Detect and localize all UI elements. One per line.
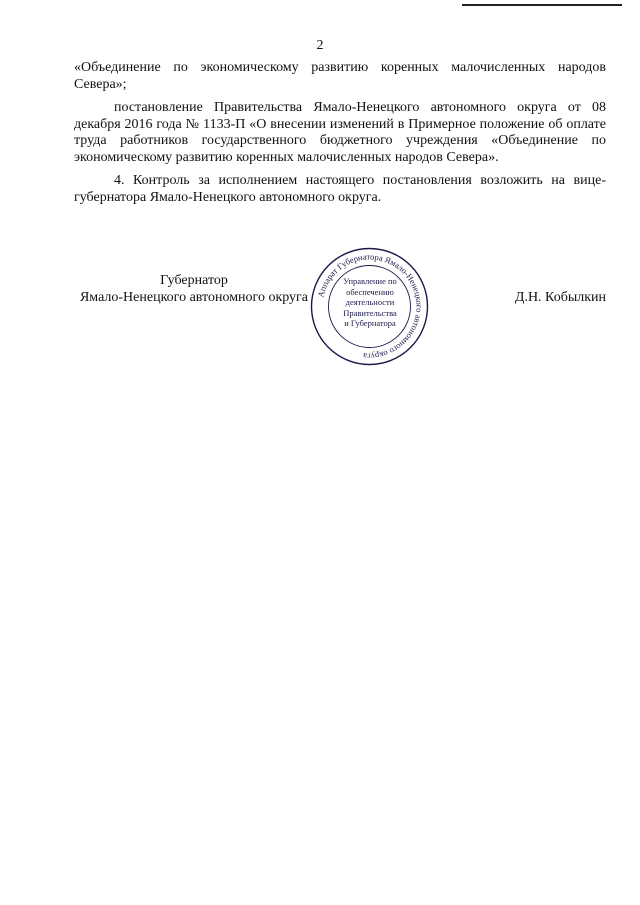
position-title: Губернатор bbox=[160, 273, 228, 288]
paragraph-3: 4. Контроль за исполнением настоящего постановления возложить на вице-губернатора Ямало-Ненецкого автономного округа. bbox=[74, 173, 606, 205]
seal-line: обеспечению bbox=[346, 286, 394, 297]
seal-line: и Губернатора bbox=[344, 318, 396, 328]
signatory-position bbox=[74, 272, 314, 306]
official-seal bbox=[307, 244, 432, 369]
signature-block bbox=[74, 251, 606, 362]
seal-ring-text: Аппарат Губернатора Ямало-Ненецкого автономного округа bbox=[315, 251, 425, 362]
document-body bbox=[74, 60, 606, 213]
paragraph-1: «Объединение по экономическому развитию коренных малочисленных народов Севера»; bbox=[74, 60, 606, 92]
seal-center-text bbox=[329, 276, 411, 329]
seal-line: Управление по bbox=[343, 276, 397, 286]
paragraph-2: постановление Правительства Ямало-Ненецкого автономного округа от 08 декабря 2016 года № 1133-П «О внесении изменений в Примерное положение об оплате труда работников государственного бюджетного учреждения «Объединение по экономическому развитию коренных малочисленных народов Севера». bbox=[74, 100, 606, 165]
seal-line: деятельности bbox=[345, 297, 395, 307]
seal-line: Правительства bbox=[343, 307, 397, 318]
signatory-name: Д.Н. Кобылкин bbox=[514, 290, 606, 305]
position-region: Ямало-Ненецкого автономного округа bbox=[79, 290, 309, 305]
header-rule bbox=[462, 4, 622, 6]
page-number: 2 bbox=[316, 38, 324, 53]
